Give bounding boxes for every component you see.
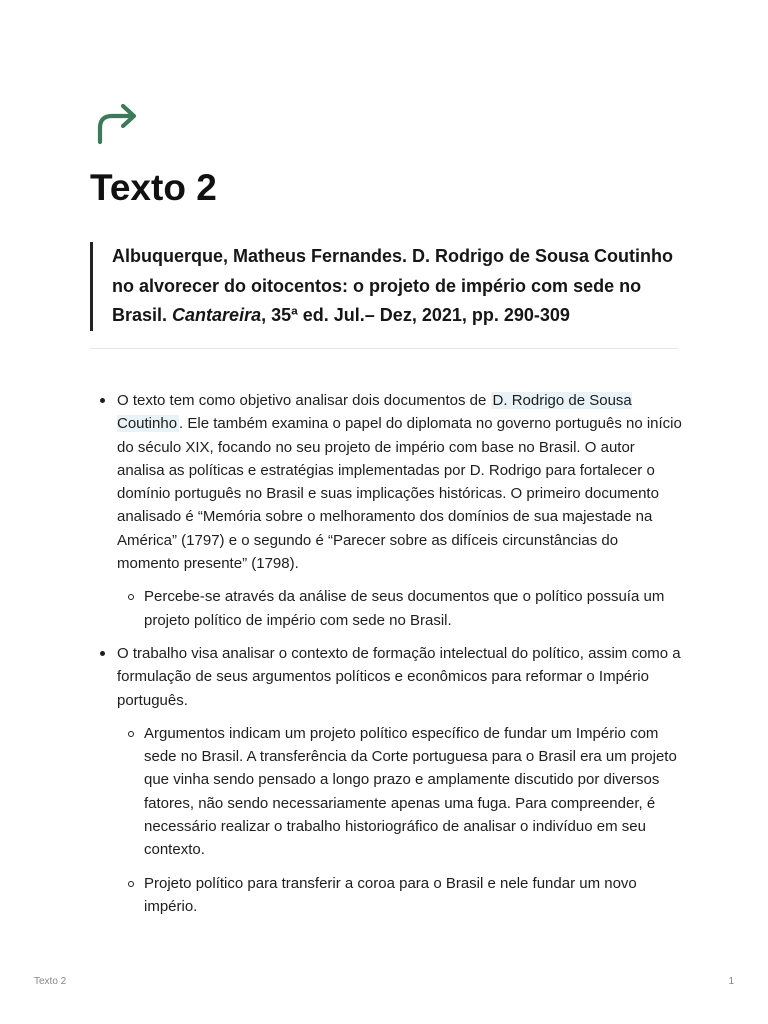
sub-list-item: Percebe-se através da análise de seus documentos que o político possuía um projeto político de império com sede no Brasil.	[117, 585, 682, 632]
list-item-text: O texto tem como objetivo analisar dois documentos de	[117, 392, 491, 409]
sub-list	[117, 585, 682, 632]
citation-authors-title: Albuquerque, Matheus Fernandes. D. Rodrigo de Sousa Coutinho no alvorecer do oitocentos: o projeto de império com sede no Brasil.	[112, 246, 674, 325]
footer-title: Texto 2	[34, 976, 67, 987]
citation-quote	[90, 242, 678, 331]
citation-journal: Cantareira	[172, 305, 262, 325]
bullet-list	[90, 389, 682, 928]
citation-details: , 35ª ed. Jul.– Dez, 2021, pp. 290-309	[261, 305, 570, 325]
list-item-text: . Ele também examina o papel do diplomata no governo português no início do século XIX, focando no seu projeto de império com base no Brasil. O autor analisa as políticas e estratégias implementadas por D. Rodrigo para fortalecer o domínio português no Brasil e suas implicações históricas. O primeiro documento analisado é “Memória sobre o melhoramento dos domínios de sua majestade na América” (1797) e o segundo é “Parecer sobre as difíceis circunstâncias do momento presente” (1798).	[117, 415, 682, 573]
list-item	[90, 642, 682, 918]
divider	[90, 348, 678, 349]
arrow-turn-right-icon	[94, 98, 142, 146]
highlighted-name: D. Rodrigo de Sousa Coutinho	[117, 392, 632, 433]
sub-list	[117, 722, 682, 918]
list-item	[90, 389, 682, 632]
sub-list-item: Projeto político para transferir a coroa para o Brasil e nele fundar um novo império.	[117, 872, 682, 919]
list-item-text: O trabalho visa analisar o contexto de formação intelectual do político, assim como a formulação de seus argumentos políticos e econômicos para reformar o Império português.	[117, 644, 681, 709]
sub-list-item: Argumentos indicam um projeto político específico de fundar um Império com sede no Brasil. A transferência da Corte portuguesa para o Brasil era um projeto que vinha sendo pensado a longo prazo e amplamente discutido por diversos fatores, não sendo necessariamente apenas uma fuga. Para compreender, é necessário realizar o trabalho historiográfico de analisar o indivíduo em seu contexto.	[117, 722, 682, 862]
page-number: 1	[728, 976, 734, 987]
page-title: Texto 2	[90, 167, 217, 208]
